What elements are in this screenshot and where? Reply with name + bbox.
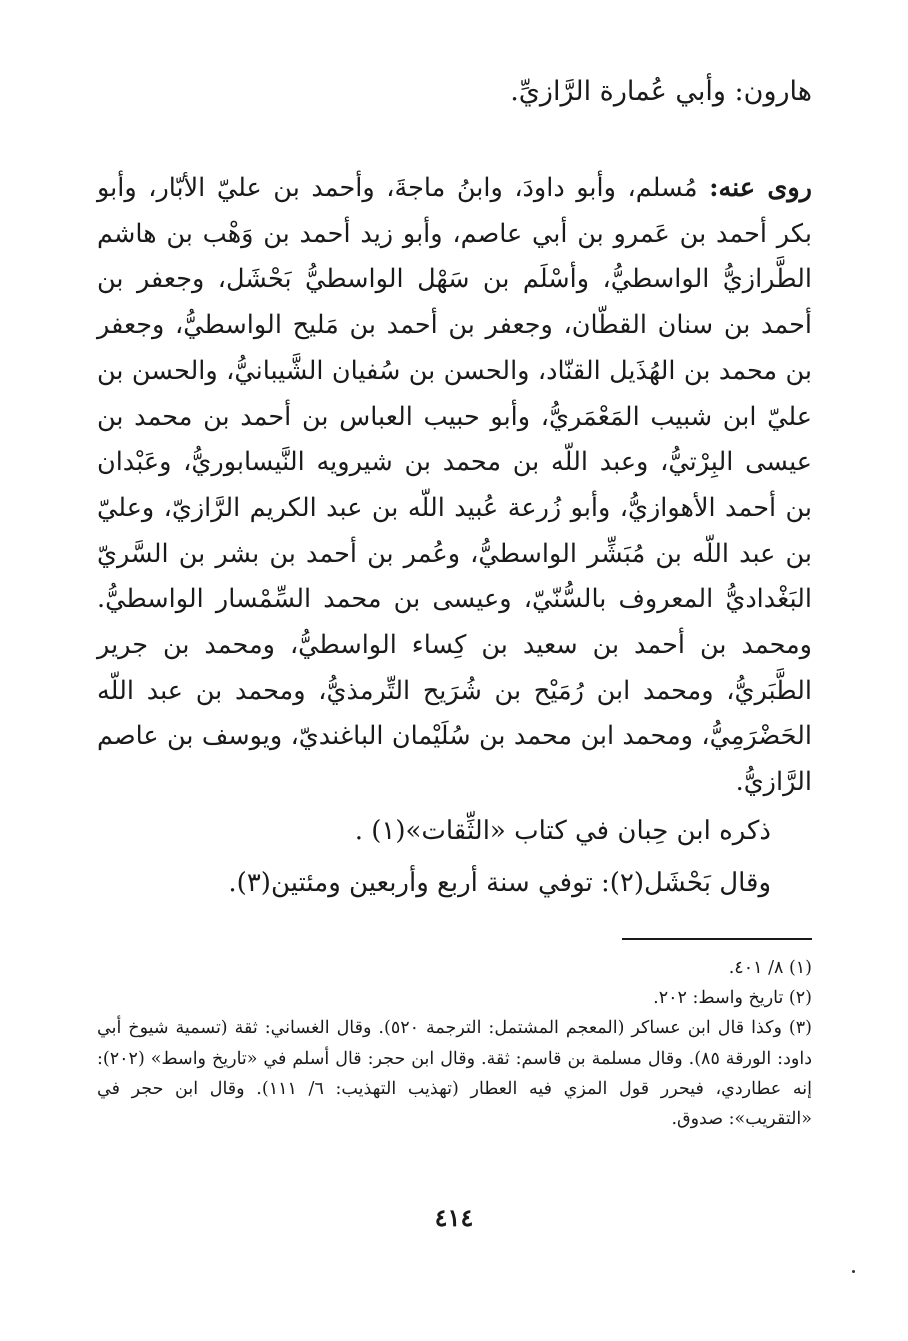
page-number: ٤١٤ xyxy=(434,1203,474,1232)
paragraph-body: مُسلم، وأبو داودَ، وابنُ ماجةَ، وأحمد بن عليّ الأبّار، وأبو بكر أحمد بن عَمرو بن أبي عاصم، وأبو زيد أحمد بن وَهْب بن هاشم الطَّرازيُّ الواسطيُّ، وأسْلَم بن سَهْل الواسطيُّ بَحْشَل، وجعفر بن أحمد بن سنان القطّان، وجعفر بن أحمد بن مَليح الواسطيُّ، وجعفر بن محمد بن الهُذَيل القنّاد، والحسن بن سُفيان الشَّيبانيُّ، والحسن بن عليّ ابن شبيب المَعْمَريُّ، وأبو حبيب العباس بن أحمد بن محمد بن عيسى البِرْتيُّ، وعبد اللّه بن محمد بن شيرويه النَّيسابوريُّ، وعَبْدان بن أحمد الأهوازيُّ، وأبو زُرعة عُبيد اللّه بن عبد الكريم الرَّازيّ، وعليّ بن عبد اللّه بن مُبَشِّر الواسطيُّ، وعُمر بن أحمد بن بشر بن السَّريّ البَغْداديُّ المعروف بالسُّنّيّ، وعيسى بن محمد السِّمْسار الواسطيُّ. ومحمد بن أحمد بن سعيد بن كِساء الواسطيُّ، ومحمد بن جرير الطَّبَريُّ، ومحمد ابن رُمَيْح بن شُرَيح التِّرمذيُّ، ومحمد بن عبد اللّه الحَضْرَمِيُّ، ومحمد ابن محمد بن سُلَيْمان الباغنديّ، ويوسف بن عاصم الرَّازيُّ. xyxy=(97,173,812,798)
narrators-paragraph xyxy=(97,166,812,806)
footnote-1: (١) ٨/ ٤٠١. xyxy=(728,958,812,978)
ibn-hibban-line: ذكره ابن حِبان في كتاب «الثِّقات»(١) . xyxy=(354,816,771,846)
footnote-2: (٢) تاريخ واسط: ٢٠٢. xyxy=(653,988,812,1009)
footnote-separator xyxy=(622,938,812,940)
death-year-line: وقال بَحْشَل(٢): توفي سنة أربع وأربعين ومئتين(٣). xyxy=(228,868,771,898)
continuation-line: هارون: وأبي عُمارة الرَّازيِّ. xyxy=(510,76,812,107)
paragraph-lead: روى عنه: xyxy=(709,173,812,203)
footnote-3: (٣) وكذا قال ابن عساكر (المعجم المشتمل: الترجمة ٥٢٠). وقال الغساني: ثقة (تسمية شيوخ أبي داود: الورقة ٨٥). وقال مسلمة بن قاسم: ثقة. وقال ابن حجر: قال أسلم في «تاريخ واسط» (٢٠٢): إنه عطاردي، فيحرر قول المزي فيه العطار (تهذيب التهذيب: ٦/ ١١١). وقال ابن حجر في «التقريب»: صدوق. xyxy=(97,1018,812,1130)
scan-speck xyxy=(852,1270,855,1273)
footnotes xyxy=(97,953,812,1134)
